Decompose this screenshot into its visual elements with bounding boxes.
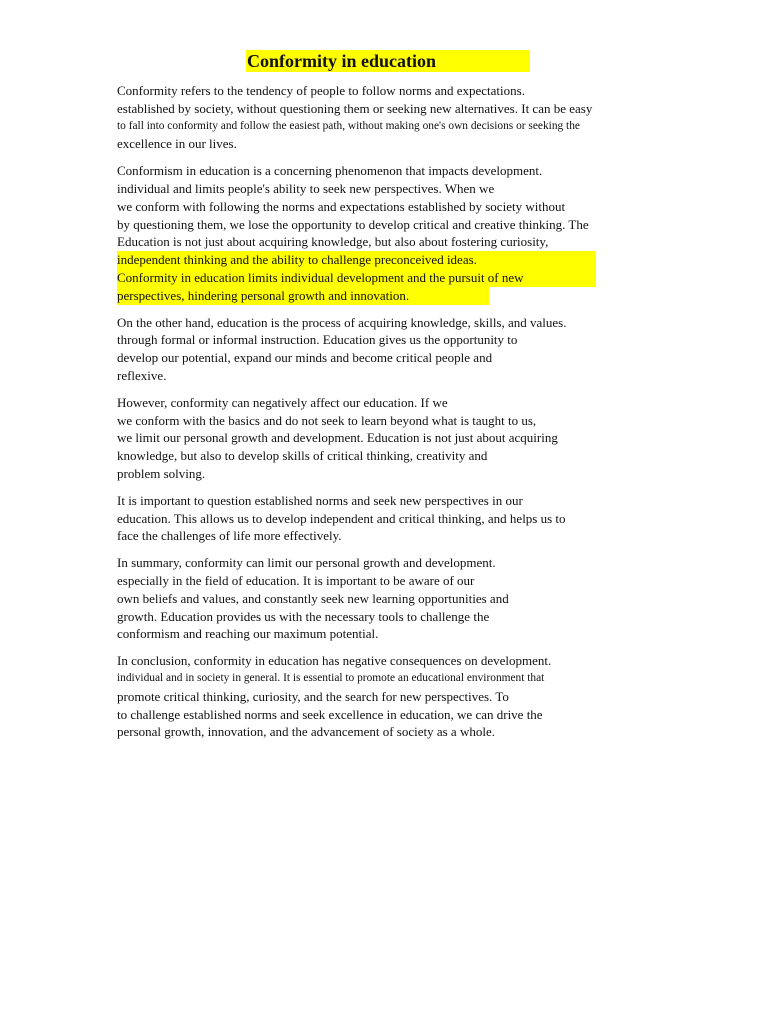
paragraph [117, 554, 677, 643]
text-line: However, conformity can negatively affect our education. If we [117, 394, 448, 410]
text-line: In summary, conformity can limit our personal growth and development. [117, 555, 496, 571]
text-line: It is important to question established norms and seek new perspectives in our [117, 492, 523, 508]
text-line: In conclusion, conformity in education has negative consequences on development. [117, 653, 552, 669]
text-line: knowledge, but also to develop skills of critical thinking, creativity and [117, 448, 488, 464]
document-title: Conformity in education [246, 50, 530, 72]
text-line: through formal or informal instruction. Education gives us the opportunity to [117, 332, 518, 348]
text-line: independent thinking and the ability to challenge preconceived ideas. [117, 251, 596, 269]
paragraph [117, 82, 677, 153]
text-line: education. This allows us to develop independent and critical thinking, and helps us to [117, 510, 566, 526]
text-line: individual and limits people's ability to seek new perspectives. When we [117, 180, 495, 196]
text-line: own beliefs and values, and constantly seek new learning opportunities and [117, 590, 509, 606]
text-line: growth. Education provides us with the necessary tools to challenge the [117, 608, 490, 624]
text-line: we limit our personal growth and development. Education is not just about acquiring [117, 430, 558, 446]
document-body [117, 82, 677, 750]
text-line: we conform with following the norms and expectations established by society without [117, 198, 566, 214]
highlighted-text-line: Conformity in education limits individual development and the pursuit of new [117, 269, 596, 287]
text-line: Education is not just about acquiring knowledge, but also about fostering curiosity, [117, 234, 549, 250]
text-line: face the challenges of life more effectively. [117, 528, 342, 544]
text-line: Conformism in education is a concerning phenomenon that impacts development. [117, 163, 543, 179]
text-line: by questioning them, we lose the opportunity to develop critical and creative thinking. The [117, 216, 589, 232]
text-line: conformism and reaching our maximum potential. [117, 626, 379, 642]
paragraph [117, 162, 677, 304]
text-line: we conform with the basics and do not seek to learn beyond what is taught to us, [117, 412, 537, 428]
text-line: to challenge established norms and seek excellence in education, we can drive the [117, 706, 543, 722]
paragraph [117, 314, 677, 385]
paragraph [117, 394, 677, 483]
text-line: promote critical thinking, curiosity, and the search for new perspectives. To [117, 688, 509, 704]
text-line: Conformity refers to the tendency of people to follow norms and expectations. [117, 83, 525, 98]
text-line: to fall into conformity and follow the easiest path, without making one's own decisions or seeking the [117, 119, 580, 132]
text-line: excellence in our lives. [117, 136, 237, 152]
text-line: problem solving. [117, 465, 206, 481]
text-line: develop our potential, expand our minds and become critical people and [117, 350, 493, 366]
paragraph [117, 652, 677, 741]
text-line: personal growth, innovation, and the advancement of society as a whole. [117, 724, 495, 740]
paragraph [117, 492, 677, 545]
text-line: reflexive. [117, 367, 167, 383]
text-line: individual and in society in general. It is essential to promote an educational environment that [117, 671, 545, 684]
text-line: On the other hand, education is the process of acquiring knowledge, skills, and values. [117, 314, 567, 330]
text-line: established by society, without questioning them or seeking new alternatives. It can be easy [117, 100, 593, 116]
highlighted-text-line: perspectives, hindering personal growth and innovation. [117, 287, 489, 305]
text-line: especially in the field of education. It is important to be aware of our [117, 572, 475, 588]
